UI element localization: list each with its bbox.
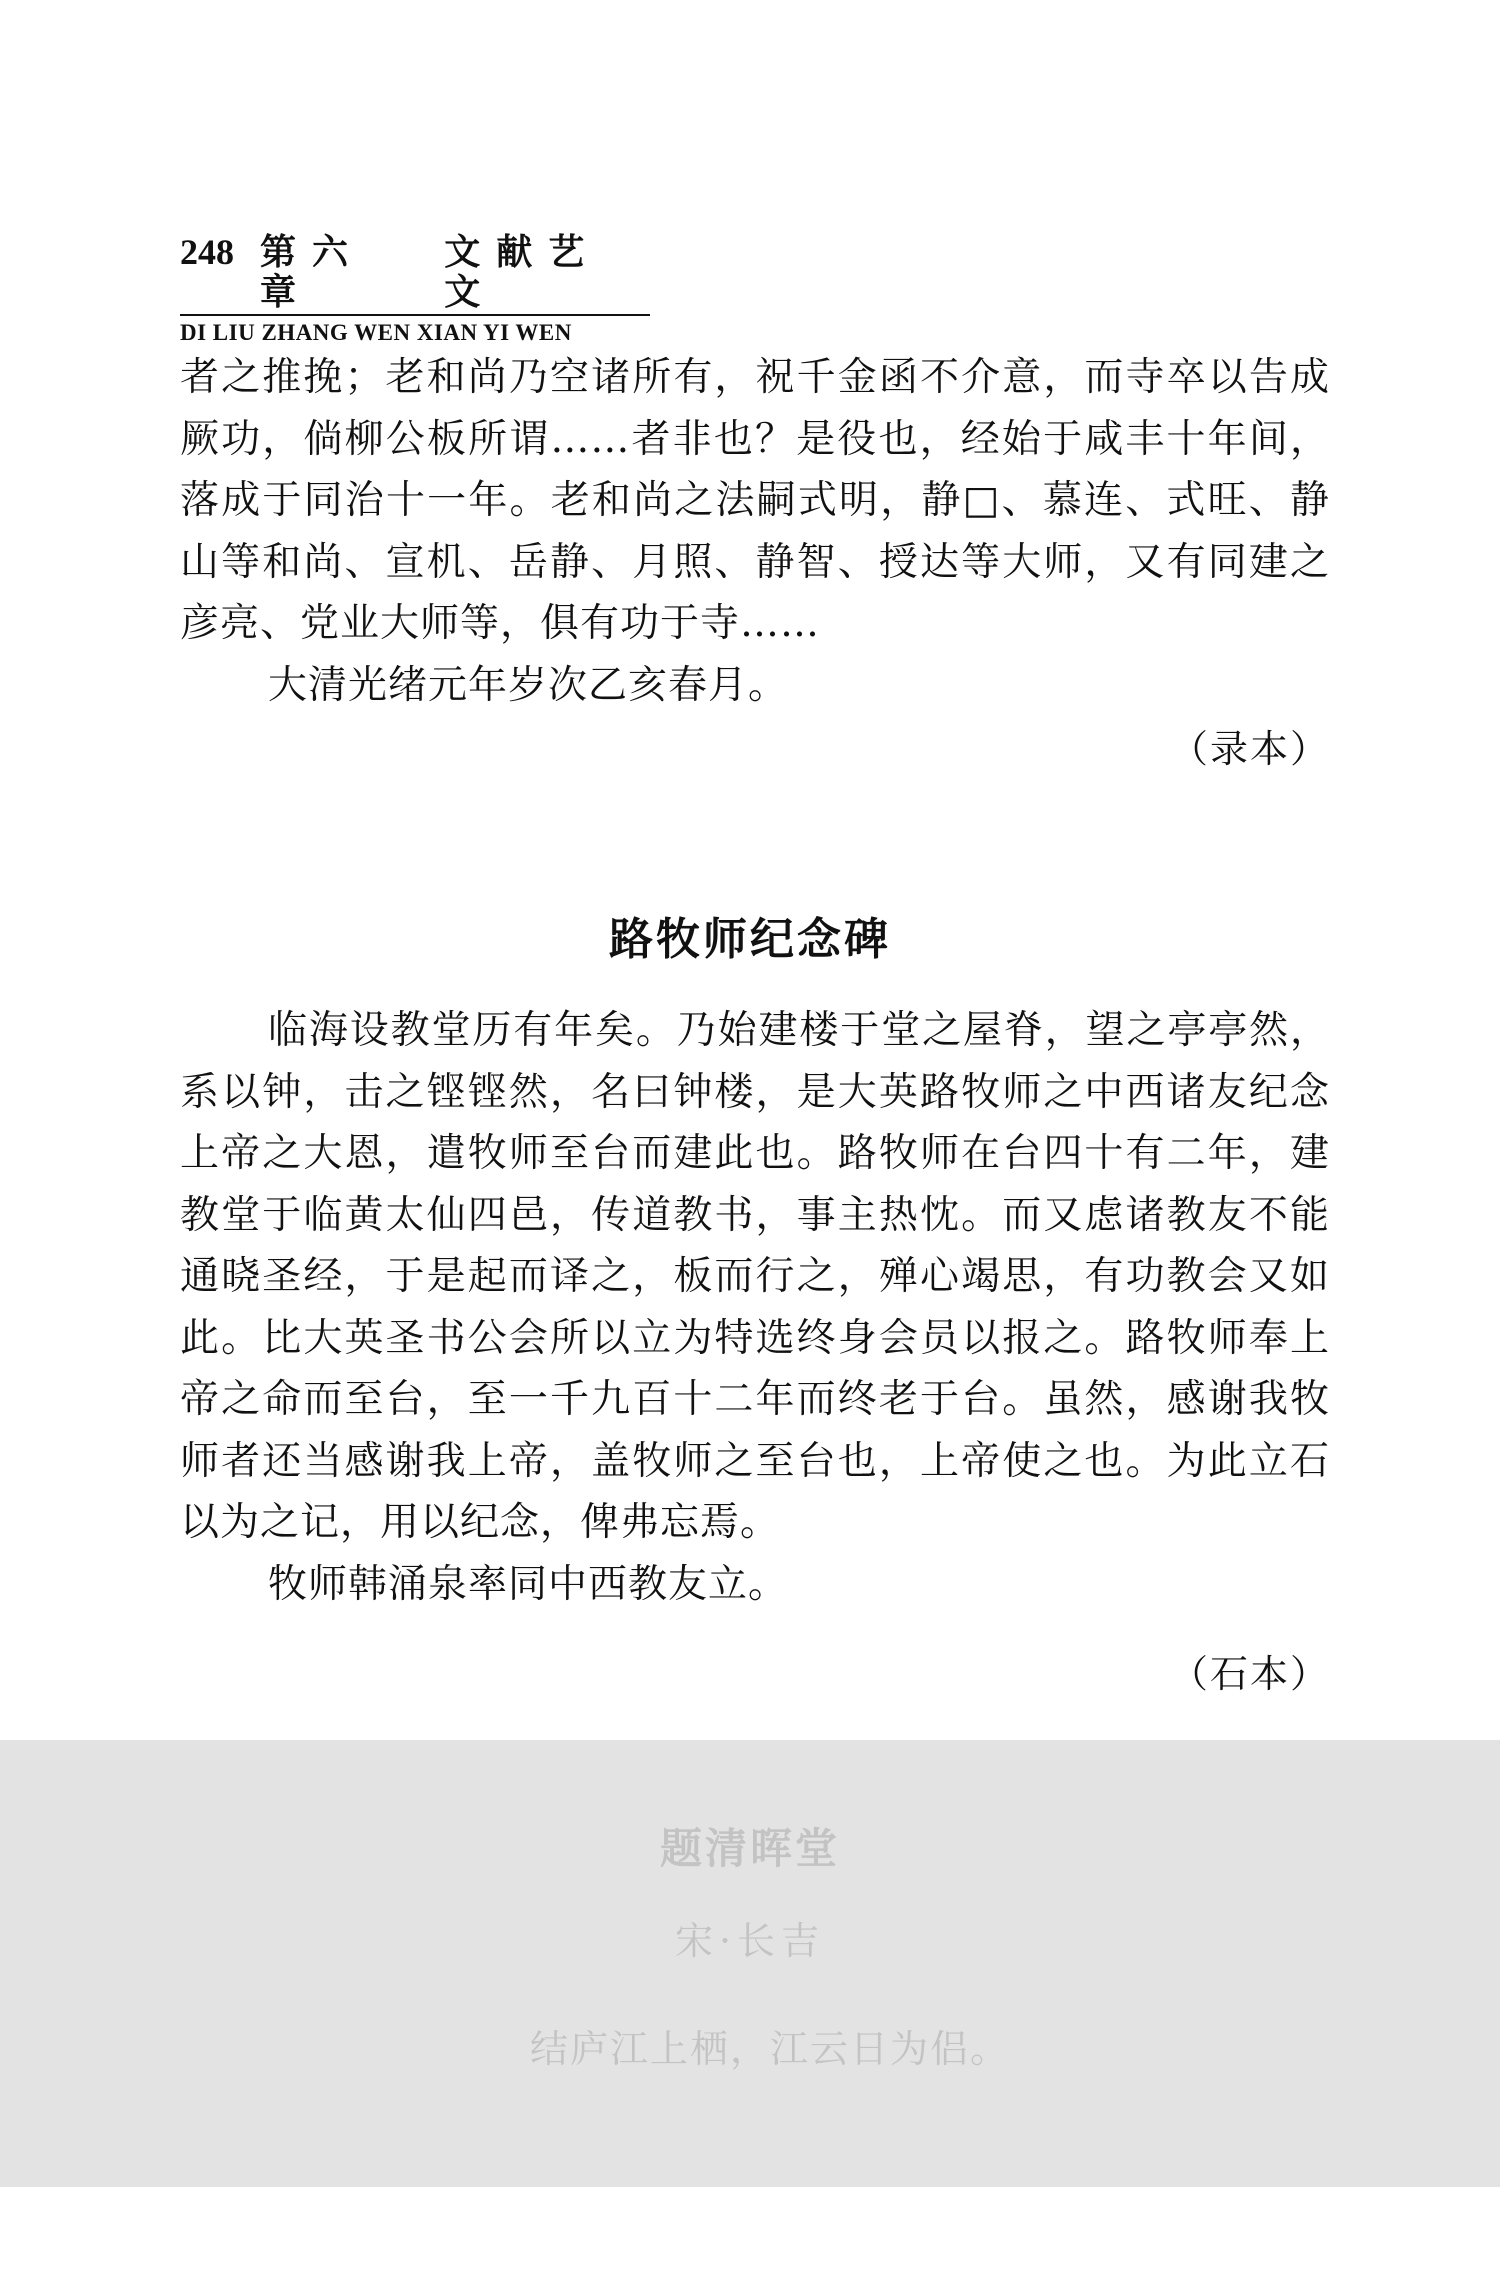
running-header <box>180 232 650 346</box>
page-number: 248 <box>180 232 234 272</box>
stele-title: 路牧师纪念碑 <box>609 914 891 965</box>
section-label: 文献艺文 <box>444 231 601 313</box>
section2-body <box>180 1000 1330 1615</box>
poem-verse: 结庐江上栖，江云日为侣。 <box>530 2027 1011 2071</box>
faded-next-section <box>0 1740 1500 2187</box>
header-line <box>180 232 650 312</box>
section2-paragraph: 临海设教堂历有年矣。乃始建楼于堂之屋脊，望之亭亭然，系以钟，击之铿铿然，名曰钟楼，是大英路牧师之中西诸友纪念上帝之大恩，遣牧师至台而建此也。路牧师在台四十有二年，建教堂于临黄太仙四邑，传道教书，事主热忱。而又虑诸教友不能通晓圣经，于是起而译之，板而行之，殚心竭思，有功教会又如此。比大英圣书公会所以立为特选终身会员以报之。路牧师奉上帝之命而至台，至一千九百十二年而终老于台。虽然，感谢我牧师者还当感谢我上帝，盖牧师之至台也，上帝使之也。为此立石以为之记，用以纪念，俾弗忘焉。 <box>180 1008 1330 1545</box>
section2-source: （石本） <box>1169 1652 1330 1696</box>
chapter-label: 第六章 <box>260 231 365 313</box>
section1-date-line: 大清光绪元年岁次乙亥春月。 <box>268 662 789 708</box>
section1-body <box>180 347 1330 716</box>
poem-title: 题清晖堂 <box>659 1824 840 1873</box>
section1-source: （录本） <box>1169 727 1330 771</box>
poem-author: 宋·长吉 <box>674 1919 826 1963</box>
header-pinyin: DI LIU ZHANG WEN XIAN YI WEN <box>180 320 572 345</box>
header-rule <box>180 314 650 316</box>
section2-signature: 牧师韩涌泉率同中西教友立。 <box>268 1561 789 1607</box>
section1-paragraph: 者之推挽；老和尚乃空诸所有，祝千金函不介意，而寺卒以告成厥功，倘柳公板所谓……者非也？是役也，经始于咸丰十年间，落成于同治十一年。老和尚之法嗣式明，静□、慕连、式旺、静山等和尚、宣机、岳静、月照、静智、授达等大师，又有同建之彦亮、党业大师等，俱有功于寺…… <box>180 355 1330 646</box>
